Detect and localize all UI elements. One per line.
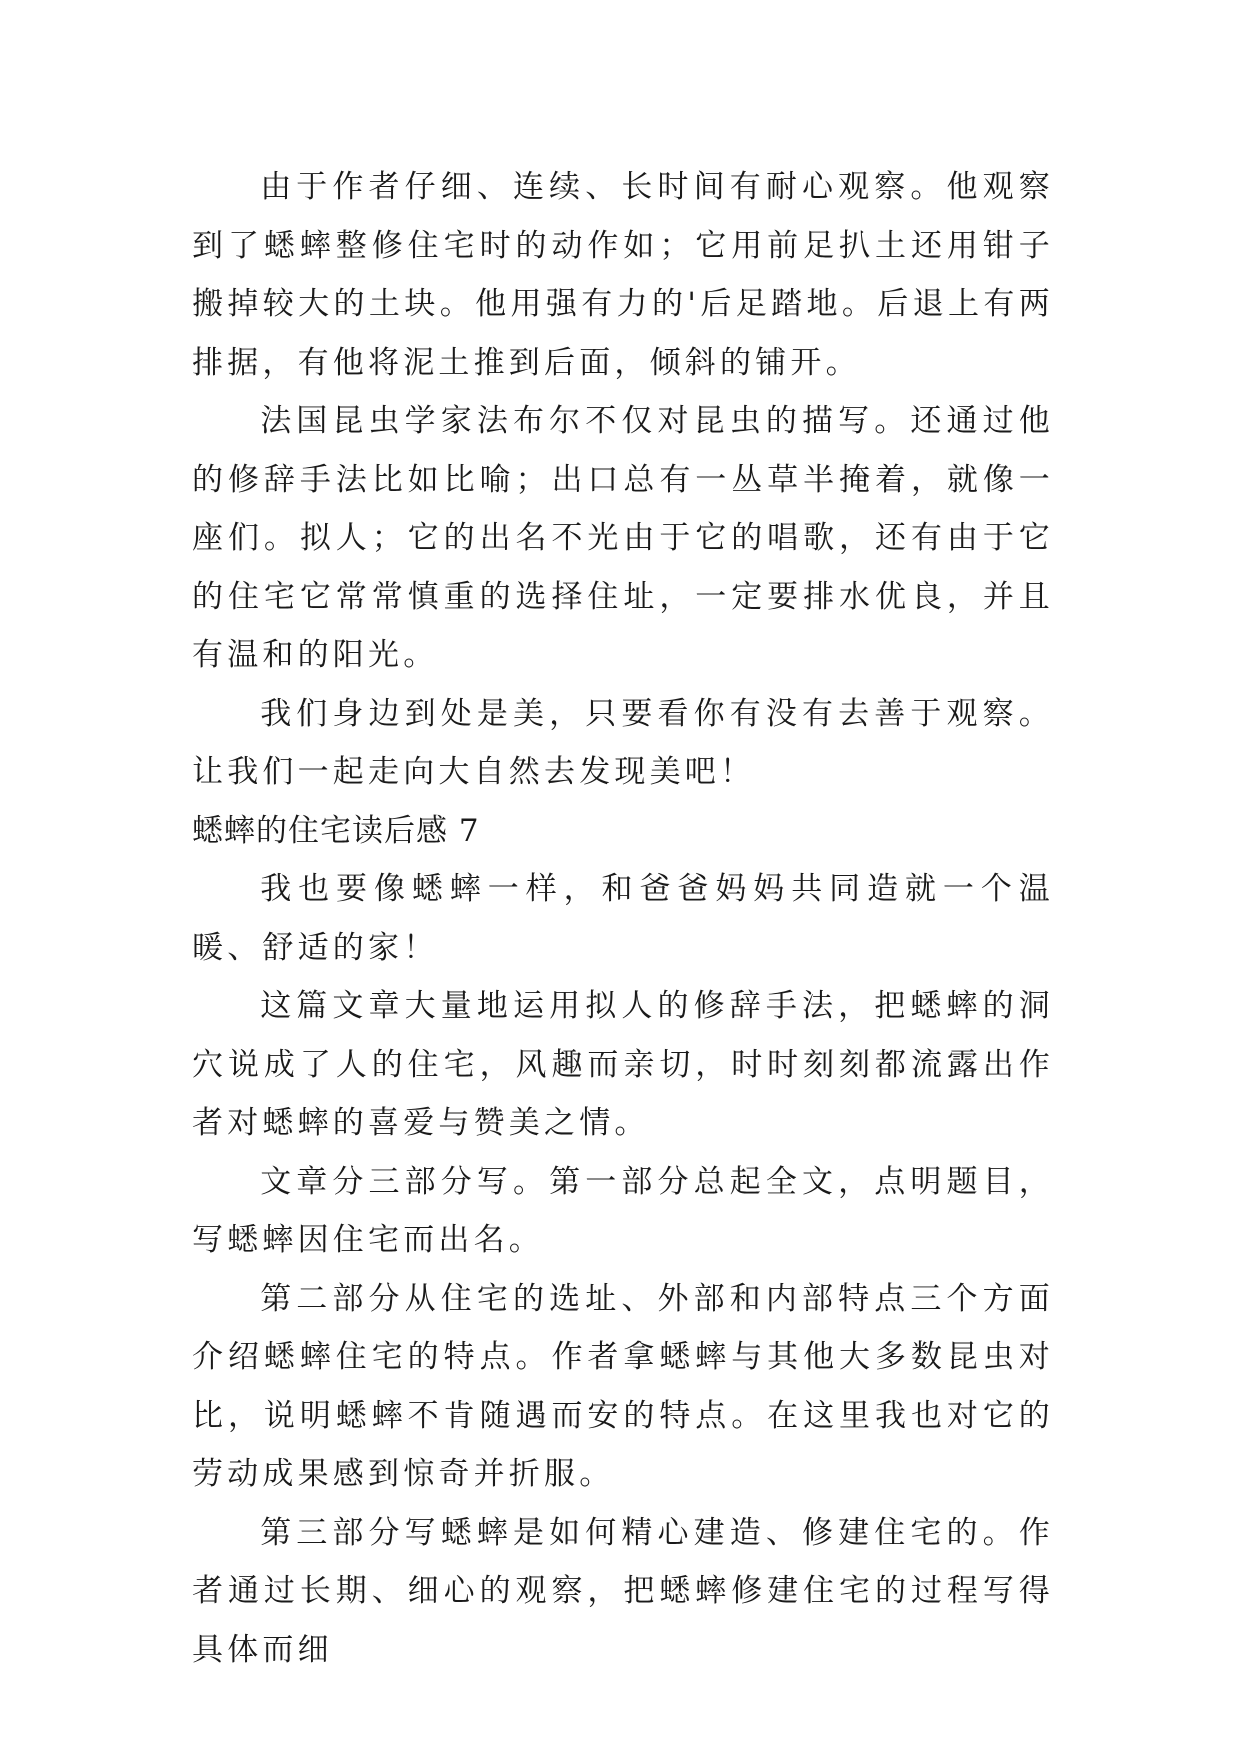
paragraph-rhetoric: 法国昆虫学家法布尔不仅对昆虫的描写。还通过他的修辞手法比如比喻；出口总有一丛草半掩着，就像一座们。拟人；它的出名不光由于它的唱歌，还有由于它的住宅它常常慎重的选择住址，一定要排水优良，并且有温和的阳光。 <box>192 403 1054 673</box>
paragraph-part-two: 第二部分从住宅的选址、外部和内部特点三个方面介绍蟋蟀住宅的特点。作者拿蟋蟀与其他大多数昆虫对比，说明蟋蟀不肯随遇而安的特点。在这里我也对它的劳动成果感到惊奇并折服。 <box>192 1280 1054 1492</box>
document-body <box>192 158 1054 1679</box>
paragraph-personification: 这篇文章大量地运用拟人的修辞手法，把蟋蟀的洞穴说成了人的住宅，风趣而亲切，时时刻刻都流露出作者对蟋蟀的喜爱与赞美之情。 <box>192 988 1054 1141</box>
paragraph-beauty: 我们身边到处是美，只要看你有没有去善于观察。让我们一起走向大自然去发现美吧！ <box>192 695 1054 790</box>
paragraph-home: 我也要像蟋蟀一样，和爸爸妈妈共同造就一个温暖、舒适的家！ <box>192 871 1054 966</box>
paragraph-part-three: 第三部分写蟋蟀是如何精心建造、修建住宅的。作者通过长期、细心的观察，把蟋蟀修建住宅的过程写得具体而细 <box>192 1514 1054 1668</box>
paragraph-observation: 由于作者仔细、连续、长时间有耐心观察。他观察到了蟋蟀整修住宅时的动作如；它用前足扒土还用钳子搬掉较大的土块。他用强有力的'后足踏地。后退上有两排据，有他将泥土推到后面，倾斜的铺开。 <box>192 169 1054 381</box>
section-heading: 蟋蟀的住宅读后感 7 <box>192 812 480 849</box>
paragraph-structure: 文章分三部分写。第一部分总起全文，点明题目，写蟋蟀因住宅而出名。 <box>192 1163 1054 1258</box>
